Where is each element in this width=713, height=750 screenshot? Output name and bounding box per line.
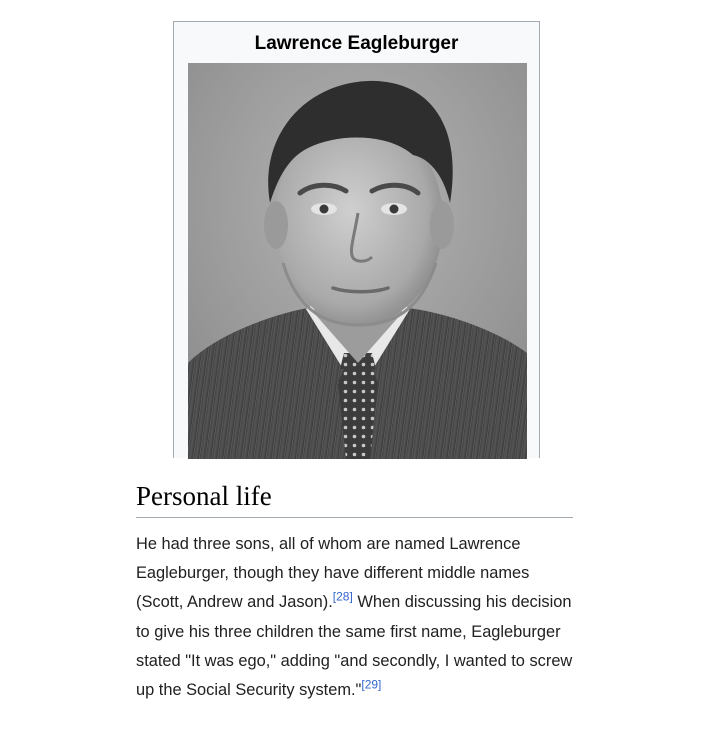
infobox-title: Lawrence Eagleburger	[254, 33, 459, 54]
reference-link-29[interactable]: [29]	[361, 677, 382, 692]
reference-link-28[interactable]: [28]	[332, 589, 353, 604]
paragraph-text-2: When discussing his decision to give his three children the same first name, Eagleburger stated "It was ego," adding "and secondly, I wanted to screw up the Social Security system."	[136, 593, 573, 700]
section-paragraph	[136, 530, 576, 705]
paragraph-text-1: He had three sons, all of whom are named Lawrence Eagleburger, though they have different middle names (Scott, Andrew and Jason).	[136, 535, 530, 612]
infobox	[173, 21, 540, 458]
portrait-image[interactable]	[188, 63, 527, 459]
section-heading: Personal life	[136, 478, 573, 518]
